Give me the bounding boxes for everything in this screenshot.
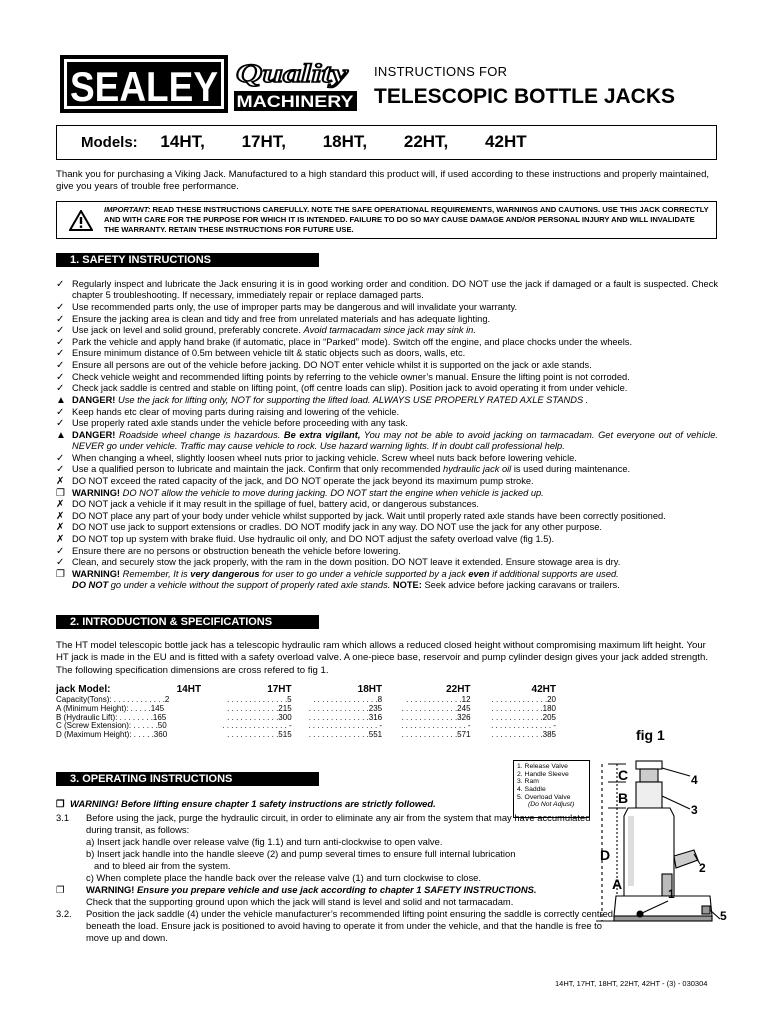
safety-item (56, 348, 718, 359)
legend-item: 5. Overload Valve (517, 793, 571, 801)
ops-warning-2-note: Check that the supporting ground upon which the jack will stand is level and solid and not tarmacadam. (86, 896, 514, 908)
legend-item: 1. Release Valve (517, 763, 568, 770)
safety-item-text (72, 383, 718, 394)
dimension-label-b: B (618, 790, 629, 806)
step-3-2 (56, 908, 616, 944)
svg-text:Quality: Quality (236, 59, 349, 88)
safety-item-text (72, 430, 718, 453)
text-run: go under a vehicle without the support of properly rated axle stands. (108, 580, 391, 591)
header-subtitle: INSTRUCTIONS FOR (374, 64, 508, 79)
text-run: Use the jack for lifting only, NOT for supporting the lifted load. ALWAYS USE PROPERLY RATED AXLE STANDS . (115, 394, 589, 405)
callout-1: 1 (668, 887, 675, 901)
step-number: 3.2. (56, 908, 72, 920)
safety-item-text (72, 511, 718, 522)
bullet-icon: ✗ (56, 499, 65, 511)
legend-item: 3. Ram (517, 778, 539, 786)
safety-item (56, 430, 718, 453)
safety-item (56, 383, 718, 394)
safety-item (56, 314, 718, 325)
text-run: Regularly inspect and lubricate the Jack ensuring it is in good working order and condition. DO NOT use the jack if damaged or a fault is suspected. Check chapter 5 troubleshooting. If necessary, immediately repair or replace damaged parts. (72, 279, 718, 301)
text-run: Roadside wheel change is hazardous. (115, 429, 284, 440)
bullet-icon: ✓ (56, 360, 65, 372)
model-22ht: 22HT, (403, 132, 449, 151)
safety-item (56, 522, 718, 533)
safety-item-text (72, 464, 718, 475)
text-run: Use recommended parts only, the use of improper parts may be dangerous and will invalidate your warranty. (72, 302, 518, 313)
bullet-icon: ✗ (56, 534, 65, 546)
safety-item-text (72, 569, 718, 592)
text-run: DO NOT (72, 580, 109, 591)
text-run: Check vehicle weight and recommended lifting points by referring to the vehicle owner’s manual. Ensure the lifting point is not corroded. (72, 371, 630, 382)
bullet-icon: ✓ (56, 545, 65, 557)
thank-you-paragraph: Thank you for purchasing a Viking Jack. Manufactured to a high standard this product will, if used according to these instructions and properly maintained, give you years of trouble free performance. (56, 169, 710, 193)
models-box (56, 125, 717, 160)
spec-cell: . . . . . . . . . . . . . . . - (222, 721, 292, 731)
text-run: Ensure there are no persons or obstruction beneath the vehicle before lowering. (72, 545, 401, 556)
safety-item (56, 499, 718, 510)
spec-head-42ht: 42HT (531, 684, 556, 695)
spec-head-18ht: 18HT (357, 684, 383, 695)
legend-item: (Do Not Adjust) (528, 801, 575, 809)
ops-warning-label: WARNING! (70, 798, 119, 809)
spec-cell: . . . . . . . . . . . .385 (491, 730, 556, 740)
bullet-icon: ✓ (56, 313, 65, 325)
safety-item-text (72, 279, 718, 302)
step-number: 3.1 (56, 812, 70, 824)
spec-cell: B (Hydraulic Lift): . . . . . . . .165 (56, 712, 167, 722)
safety-item-text (72, 395, 718, 406)
text-run: is used during maintenance. (511, 464, 631, 475)
important-label: IMPORTANT: (104, 205, 151, 214)
safety-item (56, 325, 718, 336)
section-heading-intro: 2. INTRODUCTION & SPECIFICATIONS (56, 615, 319, 629)
text-run: Ensure all persons are out of the vehicle before jacking. DO NOT enter vehicle whilst it is supported on the jack or axle stands. (72, 360, 592, 371)
text-run: Use jack on level and solid ground, preferably concrete. (72, 325, 304, 336)
warning-box-icon: ❐ (56, 798, 65, 809)
text-run: Remember, It is (120, 568, 191, 579)
safety-item-text (72, 476, 718, 487)
step-3-1 (56, 812, 616, 836)
text-run: if additional supports are used. (489, 568, 619, 579)
text-run: WARNING! (72, 487, 121, 498)
safety-item (56, 395, 718, 406)
safety-item (56, 569, 718, 592)
safety-item (56, 407, 718, 418)
text-run: DO NOT place any part of your body under vehicle whilst supported by jack. Wait until properly rated axle stands have been correctly positioned. (72, 510, 666, 521)
text-run: DO NOT jack a vehicle if it may result in the spillage of fuel, battery acid, or dangerous substances. (72, 499, 480, 510)
spec-cell: . . . . . . . . . . . .515 (227, 730, 292, 740)
spec-head-14ht: 14HT (176, 684, 202, 695)
warning-triangle-icon (69, 210, 93, 231)
spec-head-label: jack Model: (56, 684, 111, 695)
safety-item (56, 511, 718, 522)
text-run: DO NOT exceed the rated capacity of the jack, and DO NOT operate the jack beyond its maximum pump stroke. (72, 475, 534, 486)
ops-warning-2-text: Ensure you prepare vehicle and use jack according to chapter 1 SAFETY INSTRUCTIONS. (134, 884, 537, 896)
safety-item-text (72, 348, 718, 359)
bullet-icon: ✓ (56, 325, 65, 337)
intro-paragraph: The HT model telescopic bottle jack has a telescopic hydraulic ram which allows a reduced closed height without compromising maximum lift height. Your HT jack is made in the EU and is fitted with a safety overload valve. A one-piece base, reservoir and pump cylinder design gives your jack added strength. The following specification dimensions are cross refered to fig 1. (56, 640, 709, 676)
safety-item (56, 279, 718, 302)
step-b-cont: and to bleed air from the system. (94, 860, 231, 872)
text-run: Use a qualified person to lubricate and maintain the jack. Confirm that only recommended (72, 464, 444, 475)
svg-text:MACHINERY: MACHINERY (236, 92, 355, 111)
bullet-icon: ❐ (56, 487, 65, 499)
bullet-icon: ✓ (56, 336, 65, 348)
bullet-icon: ▲ (56, 394, 66, 406)
figure-label: fig 1 (636, 727, 665, 743)
bullet-icon: ✗ (56, 475, 65, 487)
text-run: Clean, and securely stow the jack properly, with the ram in the down position. DO NOT leave it extended. Ensure stowage area is dry. (72, 557, 621, 568)
text-run: Park the vehicle and apply hand brake (if automatic, place in “Parked” mode). Switch off the engine, and place chocks under the wheels. (72, 336, 633, 347)
model-18ht: 18HT, (322, 132, 368, 151)
bullet-icon: ✓ (56, 302, 65, 314)
legend-item: 4. Saddle (517, 786, 546, 794)
spec-cell: . . . . . . . . . . . . .571 (401, 730, 471, 740)
text-run: Be extra vigilant, (283, 429, 361, 440)
ops-warning-2 (56, 884, 616, 908)
safety-item (56, 337, 718, 348)
bullet-icon: ✓ (56, 557, 65, 569)
safety-item-text (72, 453, 718, 464)
text-run: Keep hands etc clear of moving parts during raising and lowering of the vehicle. (72, 406, 400, 417)
spec-cell: . . . . . . . . . . . .205 (491, 712, 556, 722)
safety-item-text (72, 302, 718, 313)
bullet-icon: ✓ (56, 406, 65, 418)
sealey-quality-machinery-logo (60, 55, 357, 113)
spec-cell: . . . . . . . . . . . .180 (491, 703, 556, 713)
spec-cell: C (Screw Extension): . . . . . .50 (56, 721, 167, 731)
section-heading-operating: 3. OPERATING INSTRUCTIONS (56, 772, 319, 786)
bullet-icon: ✗ (56, 510, 65, 522)
text-run: DANGER! (72, 429, 116, 440)
page-footer: 14HT, 17HT, 18HT, 22HT, 42HT - (3) - 030304 (555, 979, 708, 988)
spec-cell: A (Minimum Height): . . . . .145 (56, 703, 165, 713)
spec-cell: . . . . . . . . . . . . .20 (491, 695, 556, 704)
spec-cell: . . . . . . . . . . . . .12 (406, 695, 471, 704)
spec-cell: . . . . . . . . . . . . . .551 (308, 730, 383, 740)
model-42ht: 42HT (485, 132, 527, 151)
text-run: WARNING! (72, 568, 121, 579)
text-run: Check jack saddle is centred and stable on lifting point, (off centre loads can slip). Position jack to avoid operating it from under vehicle. (72, 383, 628, 394)
safety-item (56, 360, 718, 371)
operating-instructions (56, 798, 616, 944)
text-run: DO NOT use jack to support extensions or cradles. DO NOT modify jack in any way. DO NOT use the jack for any other purpose. (72, 522, 602, 533)
safety-item (56, 476, 718, 487)
model-17ht: 17HT, (241, 132, 286, 151)
safety-item-text (72, 522, 718, 533)
bullet-icon: ✓ (56, 452, 65, 464)
models-label: Models: (81, 134, 138, 151)
callout-3: 3 (691, 803, 698, 817)
spec-cell: . . . . . . . . . . . . . . . . - (308, 721, 383, 731)
text-run: Ensure the jacking area is clean and tidy and free from unrelated materials and has adequate lighting. (72, 313, 491, 324)
model-14ht: 14HT, (160, 132, 205, 151)
spec-cell: D (Maximum Height): . . . . .360 (56, 730, 168, 740)
spec-cell: Capacity(Tons): . . . . . . . . . . . .2 (56, 695, 170, 704)
text-run: DO NOT allow the vehicle to move during jacking. DO NOT start the engine when vehicle is jacked up. (120, 487, 544, 498)
callout-4: 4 (691, 773, 698, 787)
bullet-icon: ✓ (56, 371, 65, 383)
safety-item-text (72, 360, 718, 371)
svg-text:SEALEY: SEALEY (70, 63, 218, 110)
bullet-icon: ✓ (56, 464, 65, 476)
spec-cell: . . . . . . . . . . . . . .316 (308, 712, 383, 722)
dimension-label-a: A (612, 876, 623, 892)
bullet-icon: ▲ (56, 429, 66, 441)
bullet-icon: ✓ (56, 348, 65, 360)
dimension-label-c: C (618, 767, 629, 783)
text-run: Use properly rated axle stands under the vehicle before proceeding with any task. (72, 418, 408, 429)
safety-list (56, 279, 718, 592)
text-run: DANGER! (72, 394, 116, 405)
spec-row (56, 731, 556, 740)
safety-item-text (72, 372, 718, 383)
text-run: DO NOT top up system with brake fluid. Use hydraulic oil only, and DO NOT adjust the safety overload valve (fig 1.5). (72, 534, 555, 545)
spec-table (56, 684, 556, 740)
safety-item (56, 464, 718, 475)
bullet-icon: ✗ (56, 522, 65, 534)
step-b: b) Insert jack handle into the handle sleeve (2) and pump several times to ensure full internal lubrication (86, 848, 516, 860)
spec-cell: . . . . . . . . . . . . .245 (401, 703, 471, 713)
safety-item-text (72, 488, 718, 499)
ops-warning-2-label: WARNING! (86, 884, 135, 896)
safety-item-text (72, 534, 718, 545)
safety-item-text (72, 499, 718, 510)
callout-2: 2 (699, 861, 706, 875)
spec-cell: . . . . . . . . . . . . . . . - (401, 721, 471, 731)
spec-cell: . . . . . . . . . . . . . .235 (308, 703, 383, 713)
important-warning-box (56, 201, 717, 239)
spec-cell: . . . . . . . . . . . . .326 (401, 712, 471, 722)
bullet-icon: ✓ (56, 418, 65, 430)
ops-warning (56, 798, 616, 810)
text-run: Seek advice before jacking caravans or trailers. (421, 580, 620, 591)
document-title: TELESCOPIC BOTTLE JACKS (374, 85, 676, 108)
safety-item-text (72, 325, 718, 336)
spec-cell: . . . . . . . . . . . .300 (227, 712, 292, 722)
bullet-icon: ✓ (56, 383, 65, 395)
spec-cell: . . . . . . . . . . . . . . .8 (313, 695, 383, 704)
safety-item (56, 546, 718, 557)
safety-item (56, 418, 718, 429)
legend-item: 2. Handle Sleeve (517, 770, 569, 778)
safety-item-text (72, 314, 718, 325)
safety-item (56, 302, 718, 313)
text-run: very dangerous (190, 568, 260, 579)
section-heading-safety: 1. SAFETY INSTRUCTIONS (56, 253, 319, 267)
text-run: even (468, 568, 490, 579)
safety-item (56, 557, 718, 568)
text-run: You may not be able to avoid jacking on tarmacadam. Get everyone out of vehicle. NEVER go under vehicle. Traffic may cause vehicle to rock. Use hazard warning lights. If in doubt call professional help. (72, 429, 718, 452)
step-text: Before using the jack, purge the hydraulic circuit, in order to eliminate any air from the system that may have accumulated during transit, as follows: (86, 812, 591, 836)
safety-item-text (72, 407, 718, 418)
safety-item-text (72, 418, 718, 429)
spec-cell: . . . . . . . . . . . . . .5 (227, 695, 292, 704)
spec-head-22ht: 22HT (446, 684, 471, 695)
safety-item-text (72, 337, 718, 348)
text-run: NOTE: (390, 580, 422, 591)
safety-item-text (72, 557, 718, 568)
spec-cell: . . . . . . . . . . . . . . - (491, 721, 556, 731)
warning-box-icon: ❐ (56, 884, 65, 896)
safety-item-text (72, 546, 718, 557)
text-run: When changing a wheel, slightly loosen wheel nuts prior to jacking vehicle. Screw wheel nuts back before lowering vehicle. (72, 452, 577, 463)
safety-item (56, 453, 718, 464)
text-run: for user to go under a vehicle supported by a jack (259, 568, 469, 579)
safety-item (56, 372, 718, 383)
safety-item (56, 534, 718, 545)
text-run: hydraulic jack oil (443, 464, 512, 475)
bullet-icon: ❐ (56, 568, 65, 580)
dimension-label-d: D (600, 847, 611, 863)
text-run: Avoid tarmacadam since jack may sink in. (303, 325, 476, 336)
safety-item (56, 488, 718, 499)
ops-warning-text: Before lifting ensure chapter 1 safety instructions are strictly followed. (118, 798, 436, 809)
step-c: c) When complete place the handle back over the release valve (1) and turn clockwise to close. (86, 872, 481, 884)
step-text: Position the jack saddle (4) under the vehicle manufacturer’s recommended lifting point ensuring the saddle is correctly centred beneath the load. Ensure jack is positioned to avoid having to operate it from under the vehicle, and that the handle is free to move up and down. (86, 908, 614, 944)
step-a: a) Insert jack handle over release valve (fig 1.1) and turn anti-clockwise to open valve. (86, 836, 443, 848)
callout-5: 5 (720, 909, 727, 923)
spec-head-17ht: 17HT (267, 684, 292, 695)
text-run: Ensure minimum distance of 0.5m between vehicle tilt & static objects such as doors, walls, etc. (72, 348, 466, 359)
spec-cell: . . . . . . . . . . . .215 (227, 703, 292, 713)
bullet-icon: ✓ (56, 279, 65, 290)
important-text: READ THESE INSTRUCTIONS CAREFULLY. NOTE THE SAFE OPERATIONAL REQUIREMENTS, WARNINGS AND CAUTIONS. USE THIS JACK CORRECTLY AND WITH CARE FOR THE PURPOSE FOR WHICH IT IS INTENDED. FAILURE TO DO SO MAY CAUSE DAMAGE AND/OR PERSONAL INJURY AND WILL INVALIDATE THE WARRANTY. RETAIN THESE INSTRUCTIONS FOR FUTURE USE. (104, 205, 709, 235)
